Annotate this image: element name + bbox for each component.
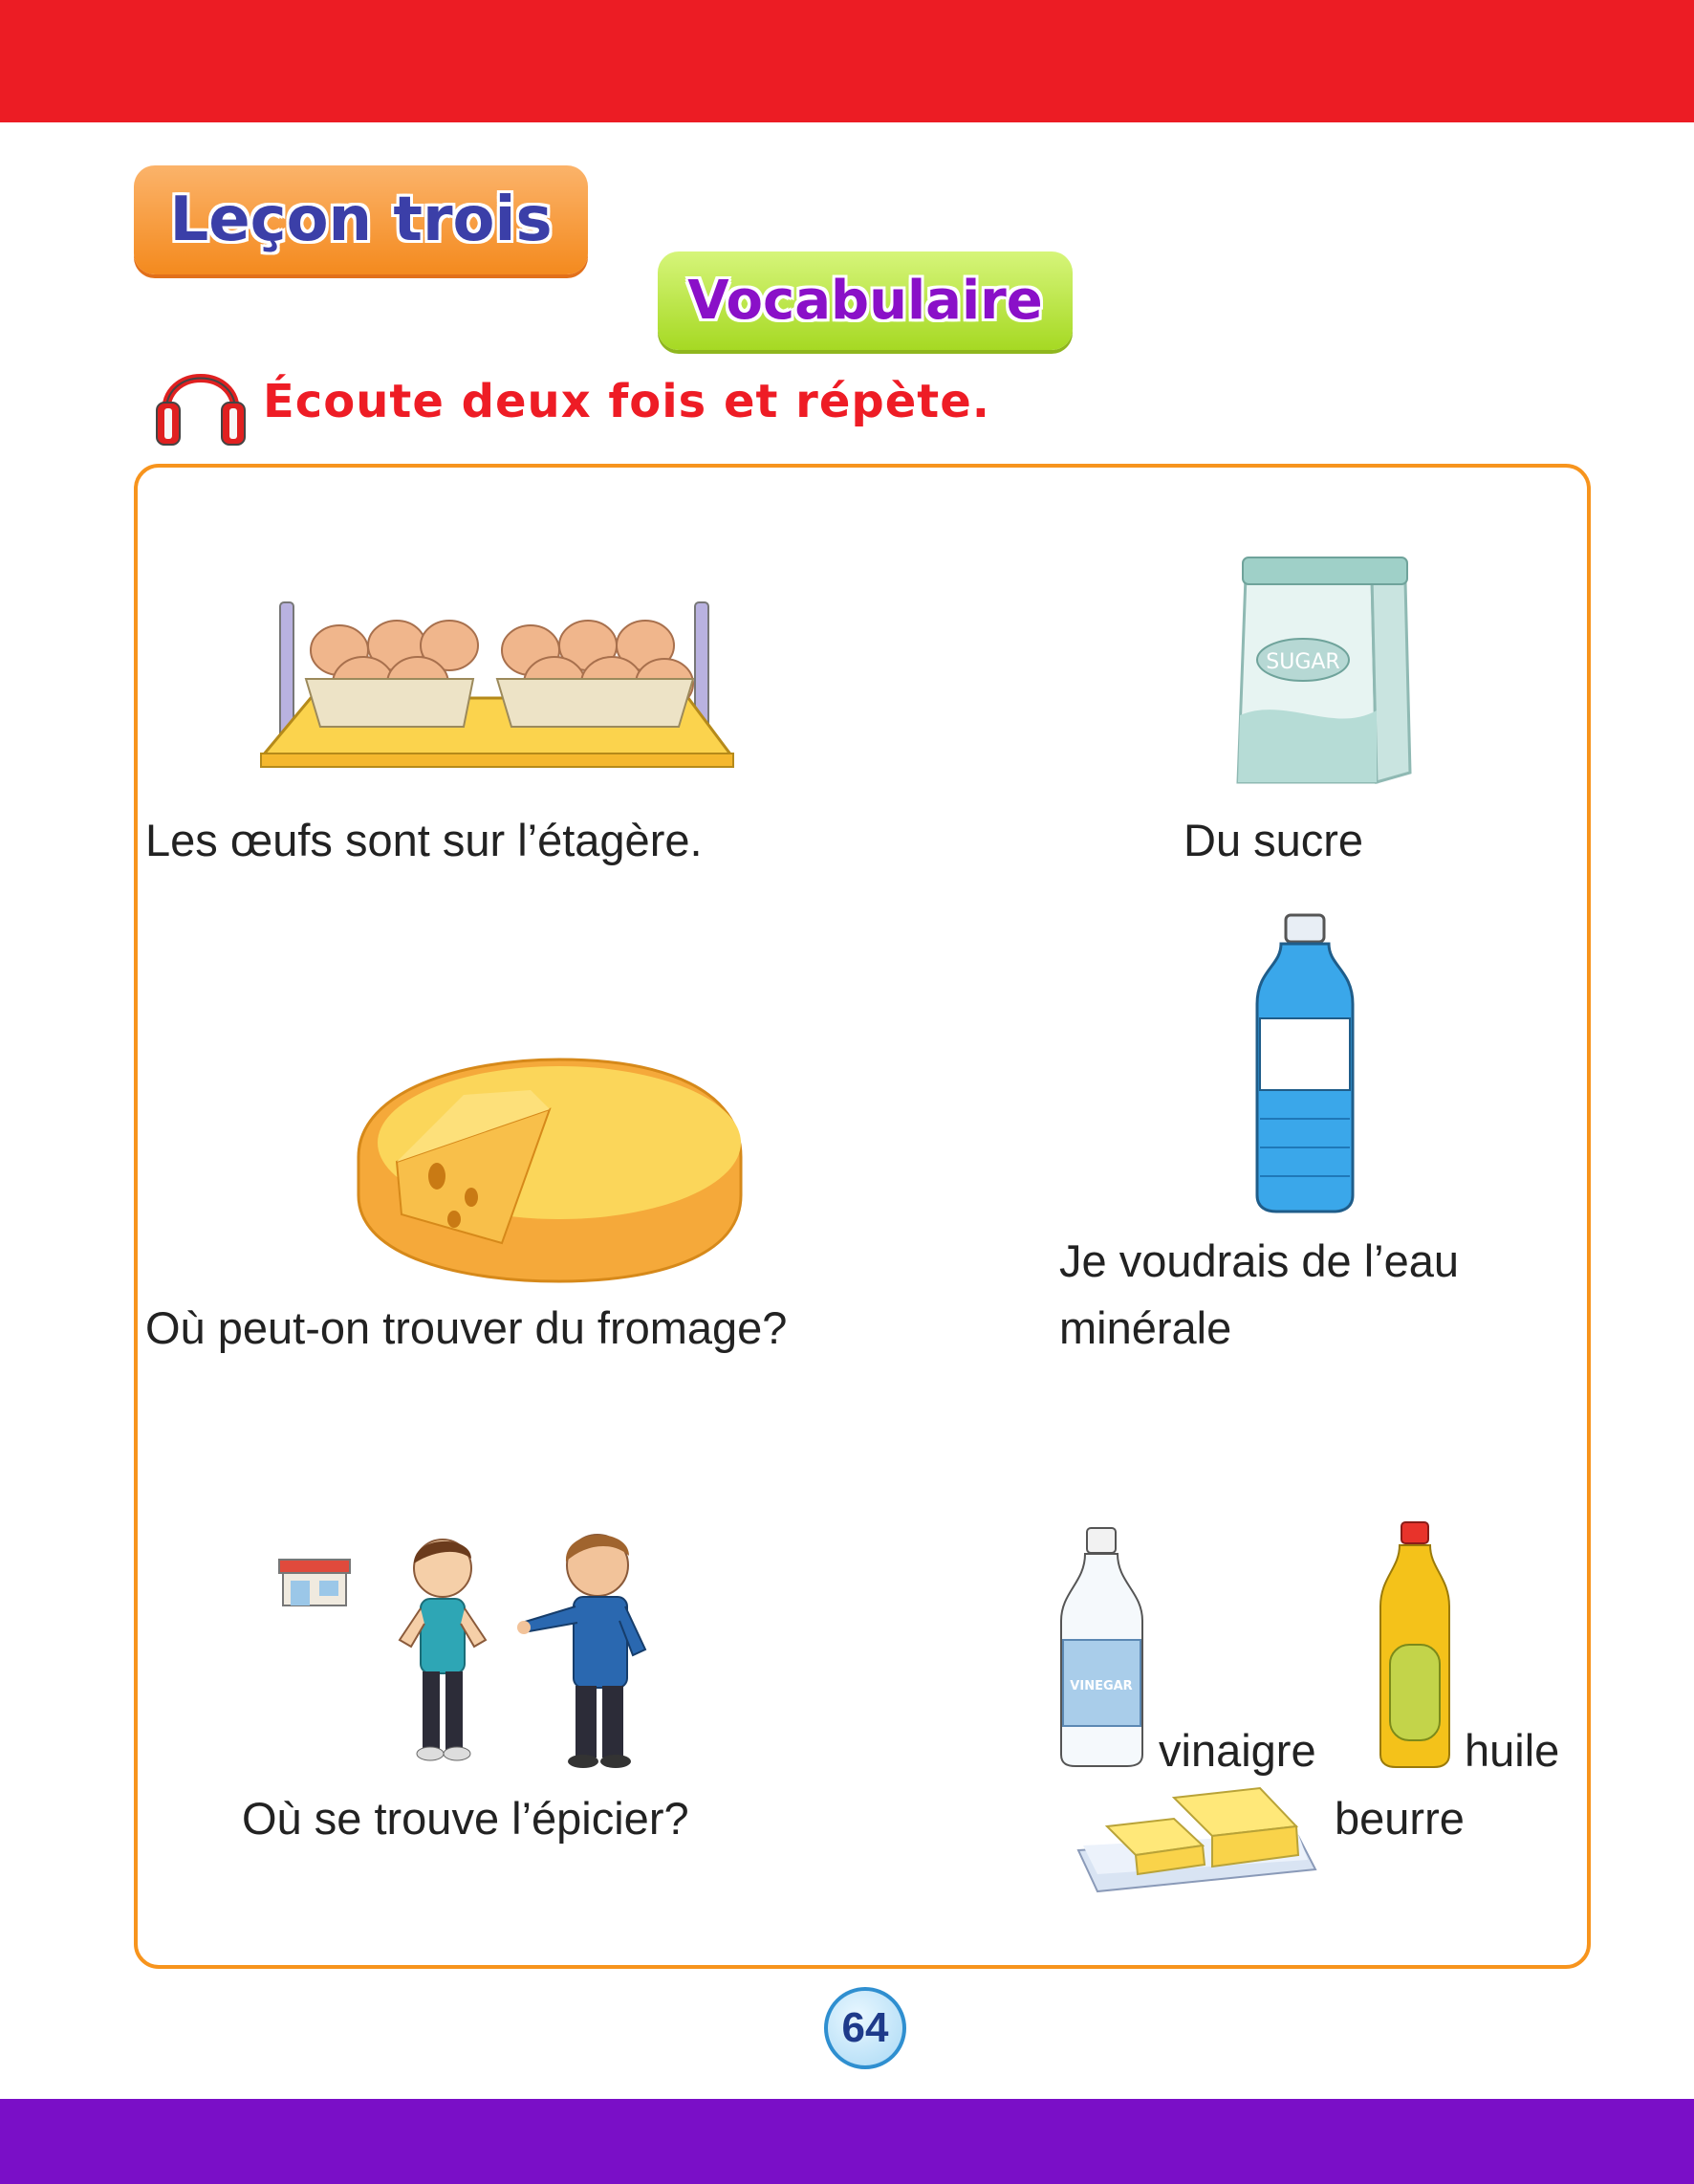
top-color-band	[0, 0, 1694, 122]
headphones-icon	[153, 347, 249, 448]
eggs-on-shelf-image	[253, 593, 741, 784]
vinegar-bottle-text: VINEGAR	[1070, 1679, 1133, 1693]
oil-bottle-image	[1377, 1520, 1453, 1771]
grocer-label: Où se trouve l’épicier?	[242, 1793, 689, 1844]
vocabulary-title: Vocabulaire	[687, 270, 1043, 332]
boy-character-image	[390, 1530, 495, 1764]
butter-image	[1069, 1779, 1319, 1903]
vinegar-label: vinaigre	[1159, 1725, 1316, 1776]
instruction-text: Écoute deux fois et répète.	[263, 375, 991, 428]
sugar-bag-text: SUGAR	[1266, 650, 1340, 674]
page-number: 64	[841, 2004, 889, 2051]
water-label-line1: Je voudrais de l’eau	[1059, 1235, 1460, 1286]
sugar-label: Du sucre	[1184, 815, 1364, 865]
bottom-color-band	[0, 2099, 1694, 2184]
eggs-label: Les œufs sont sur l’étagère.	[145, 815, 703, 865]
cheese-wheel-image	[349, 1052, 750, 1291]
vinegar-bottle-image	[1056, 1525, 1147, 1769]
cheese-label: Où peut-on trouver du fromage?	[145, 1302, 788, 1353]
lesson-title: Leçon trois	[169, 185, 553, 255]
sugar-bag-image	[1228, 553, 1420, 787]
butter-label: beurre	[1335, 1793, 1465, 1844]
oil-label: huile	[1465, 1725, 1560, 1776]
water-label-line2: minérale	[1059, 1302, 1232, 1353]
grocer-man-pointing-image	[516, 1525, 660, 1769]
water-bottle-image	[1252, 913, 1357, 1214]
grocery-store-icon	[277, 1554, 352, 1609]
